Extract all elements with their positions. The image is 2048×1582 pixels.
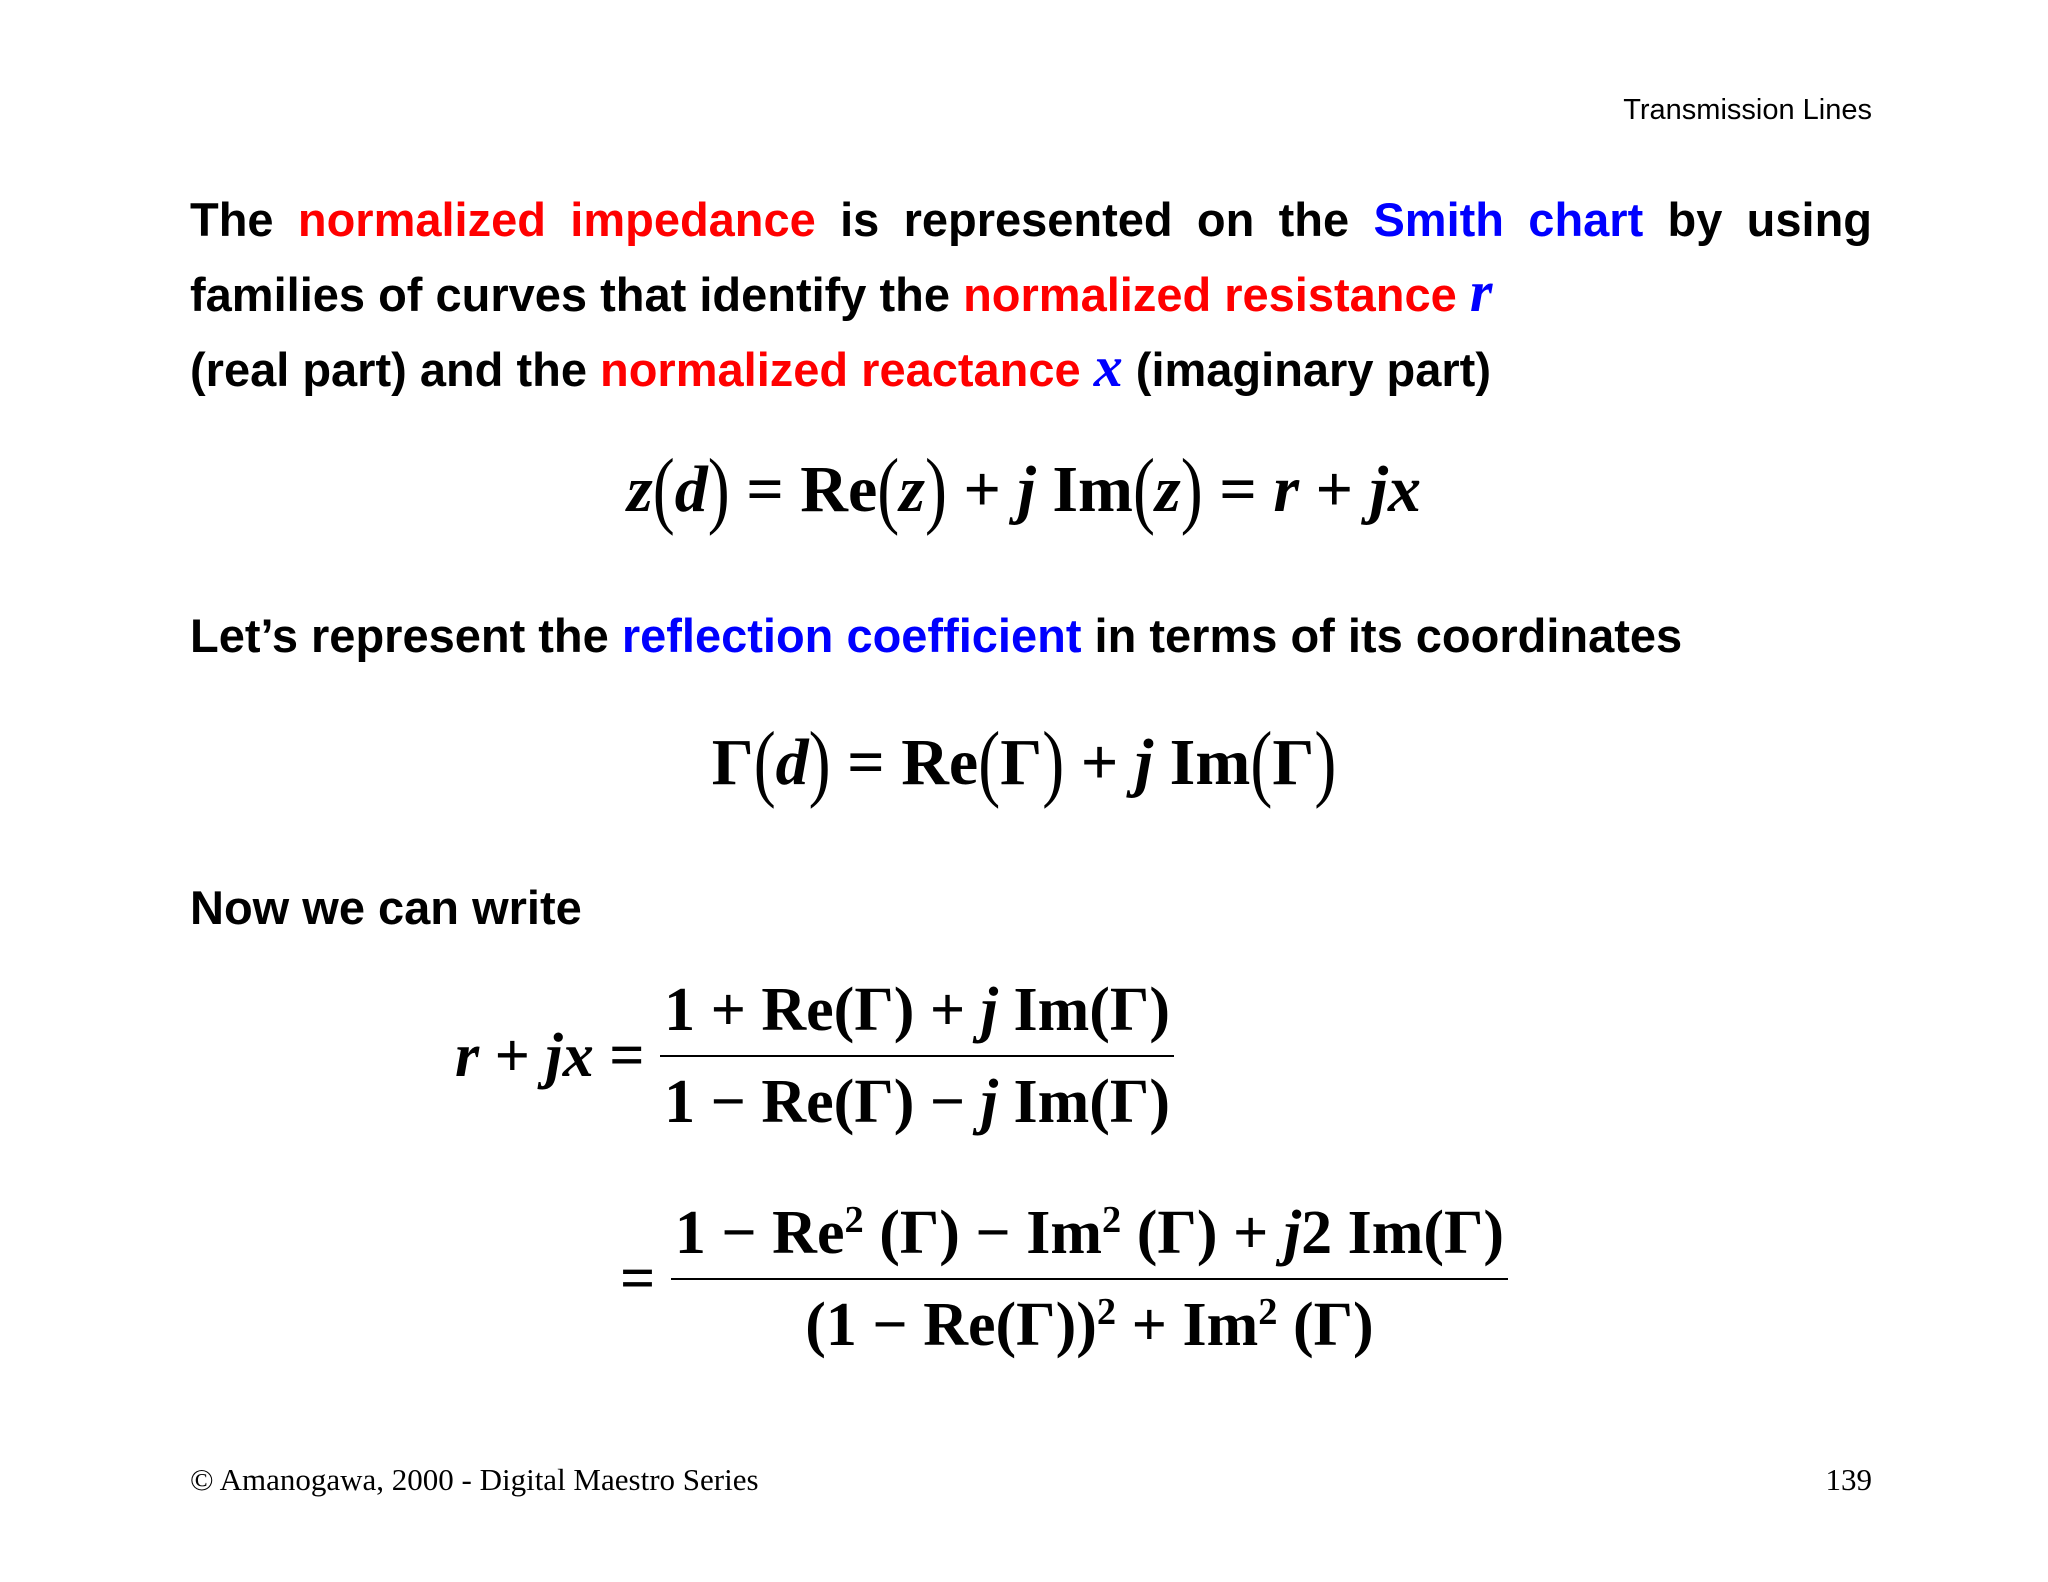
math-r: r [455,1021,480,1090]
math-plus: + [1064,726,1135,799]
math-paren: ) [707,441,730,537]
math-paren: ( [978,714,1001,810]
math-j: j [980,1068,998,1136]
math-plus: + [479,1021,546,1090]
math-text: (Γ) [1277,1291,1374,1359]
math-j: j [1134,726,1154,799]
math-jx: jx [545,1021,594,1090]
math-equals: = [729,453,801,526]
math-im: Im [1035,453,1134,526]
math-paren: ) [1180,441,1203,537]
math-paren: ) [1314,714,1337,810]
intro-paragraph [190,184,1872,406]
math-z: z [627,453,653,526]
math-paren: ( [1250,714,1273,810]
math-z: z [899,453,925,526]
math-paren: ( [652,441,675,537]
math-exponent: 2 [1102,1198,1122,1241]
text-segment: by using families of curves that identify the [190,193,1873,321]
equation-fraction-2 [620,1188,1508,1370]
math-exponent: 2 [1258,1290,1278,1333]
term-normalized-reactance: normalized reactance [600,343,1081,396]
math-r: r [1273,453,1299,526]
math-paren: ) [924,441,947,537]
equation-reflection [0,714,2048,810]
header-title: Transmission Lines [1623,94,1872,126]
math-gamma: Γ [711,726,754,799]
fraction [660,965,1174,1147]
term-reflection-coefficient: reflection coefficient [621,609,1082,662]
math-j: j [980,976,998,1044]
math-paren: ( [1133,441,1156,537]
math-plus: + [1299,453,1370,526]
math-im: Im [1153,726,1251,799]
math-equals: = [620,1244,656,1313]
math-equals: = [830,726,902,799]
now-we-can-write: Now we can write [190,881,582,934]
variable-r: r [1469,259,1493,324]
math-z: z [1155,453,1181,526]
math-text: Im(Γ) [998,976,1171,1044]
math-equals: = [593,1021,645,1090]
math-re: Re [901,726,979,799]
math-text: (Γ) + [1121,1199,1284,1267]
math-text: 1 − Re [674,1199,845,1267]
numerator [660,965,1174,1055]
math-text: 1 + Re(Γ) + [664,976,981,1044]
math-re: Re [800,453,878,526]
term-normalized-resistance: normalized resistance [963,268,1457,321]
math-text: Im(Γ) [998,1068,1171,1136]
math-paren: ( [753,714,776,810]
math-gamma: Γ [1272,726,1315,799]
equation-lhs [455,1021,645,1092]
text-segment: (real part) and the [190,343,601,396]
text-segment: Let’s represent the [190,609,622,662]
term-normalized-impedance: normalized impedance [297,193,816,246]
text-segment: (imaginary part) [1122,343,1491,396]
math-plus: + [946,453,1018,526]
math-jx: jx [1369,453,1421,526]
equation-fraction-1 [455,965,1174,1147]
variable-x: x [1093,334,1123,399]
math-text: (Γ) − Im [863,1199,1103,1267]
math-text: + Im [1116,1291,1259,1359]
math-text: 2 Im(Γ) [1301,1199,1505,1267]
text-segment [1081,343,1094,396]
page-number: 139 [1825,1462,1872,1497]
math-text: (1 − Re(Γ)) [805,1291,1097,1359]
math-exponent: 2 [1096,1290,1117,1333]
numerator [671,1188,1508,1278]
math-gamma: Γ [1000,726,1043,799]
denominator [801,1280,1377,1370]
math-d: d [674,453,708,526]
text-segment: The [190,193,298,246]
equation-impedance [0,441,2048,537]
math-equals: = [1202,453,1274,526]
fraction [671,1188,1508,1370]
math-paren: ) [1042,714,1065,810]
denominator [660,1057,1174,1147]
text-segment: in terms of its coordinates [1081,609,1683,662]
math-paren: ( [877,441,900,537]
text-segment [1457,268,1470,321]
math-exponent: 2 [844,1198,864,1241]
math-text: 1 − Re(Γ) − [664,1068,981,1136]
term-smith-chart: Smith chart [1373,193,1644,246]
footer-copyright: © Amanogawa, 2000 - Digital Maestro Series [190,1462,759,1497]
text-segment: is represented on the [815,193,1374,246]
math-d: d [775,726,809,799]
math-paren: ) [808,714,831,810]
reflection-paragraph [190,600,1872,672]
math-j: j [1017,453,1036,526]
math-j: j [1283,1199,1302,1267]
